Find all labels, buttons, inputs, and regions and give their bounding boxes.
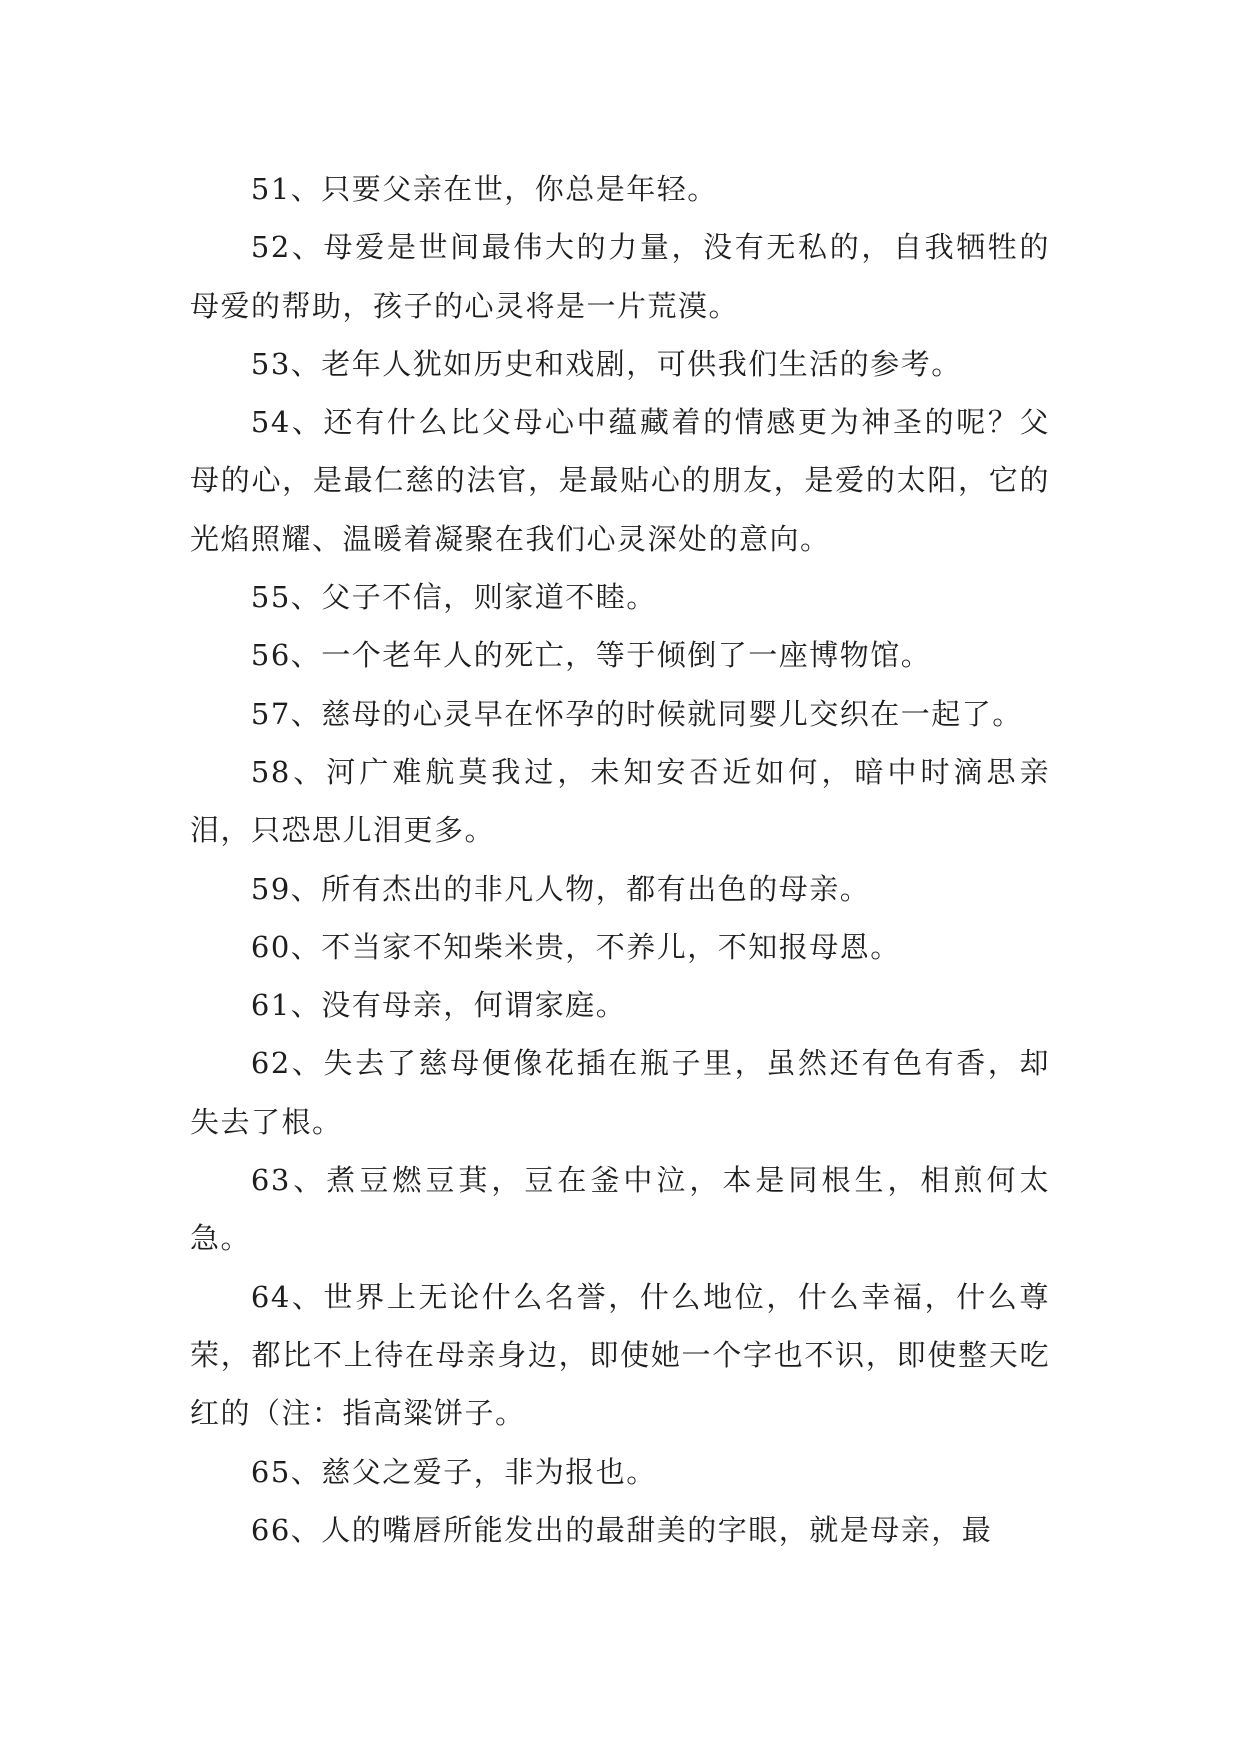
paragraph-65: 65、慈父之爱子，非为报也。 bbox=[250, 1454, 657, 1489]
paragraph-63: 63、煮豆燃豆萁，豆在釜中泣，本是同根生，相煎何太急。 bbox=[190, 1163, 1050, 1256]
paragraph-55: 55、父子不信，则家道不睦。 bbox=[250, 580, 657, 615]
paragraph-51: 51、只要父亲在世，你总是年轻。 bbox=[250, 172, 718, 206]
paragraph-60: 60、不当家不知柴米贵，不养儿，不知报母恩。 bbox=[250, 929, 901, 964]
paragraph-56: 56、一个老年人的死亡，等于倾倒了一座博物馆。 bbox=[250, 638, 932, 673]
paragraph-52: 52、母爱是世间最伟大的力量，没有无私的，自我牺牲的母爱的帮助，孩子的心灵将是一片荒漠。 bbox=[190, 230, 1050, 323]
paragraph-61: 61、没有母亲，何谓家庭。 bbox=[250, 988, 627, 1023]
paragraph-53: 53、老年人犹如历史和戏剧，可供我们生活的参考。 bbox=[250, 346, 962, 381]
paragraph-64: 64、世界上无论什么名誉，什么地位，什么幸福，什么尊荣，都比不上待在母亲身边，即使她一个字也不识，即使整天吃红的（注：指高粱饼子。 bbox=[190, 1279, 1050, 1431]
paragraph-62: 62、失去了慈母便像花插在瓶子里，虽然还有色有香，却失去了根。 bbox=[190, 1046, 1050, 1139]
paragraph-54: 54、还有什么比父母心中蕴藏着的情感更为神圣的呢？父母的心，是最仁慈的法官，是最贴心的朋友，是爱的太阳，它的光焰照耀、温暖着凝聚在我们心灵深处的意向。 bbox=[190, 405, 1050, 556]
paragraph-66: 66、人的嘴唇所能发出的最甜美的字眼，就是母亲，最 bbox=[250, 1512, 993, 1547]
paragraph-59: 59、所有杰出的非凡人物，都有出色的母亲。 bbox=[250, 871, 871, 906]
document-body bbox=[190, 160, 1050, 1559]
paragraph-58: 58、河广难航莫我过，未知安否近如何，暗中时滴思亲泪，只恐思儿泪更多。 bbox=[190, 754, 1050, 848]
paragraph-57: 57、慈母的心灵早在怀孕的时候就同婴儿交织在一起了。 bbox=[250, 696, 1023, 731]
